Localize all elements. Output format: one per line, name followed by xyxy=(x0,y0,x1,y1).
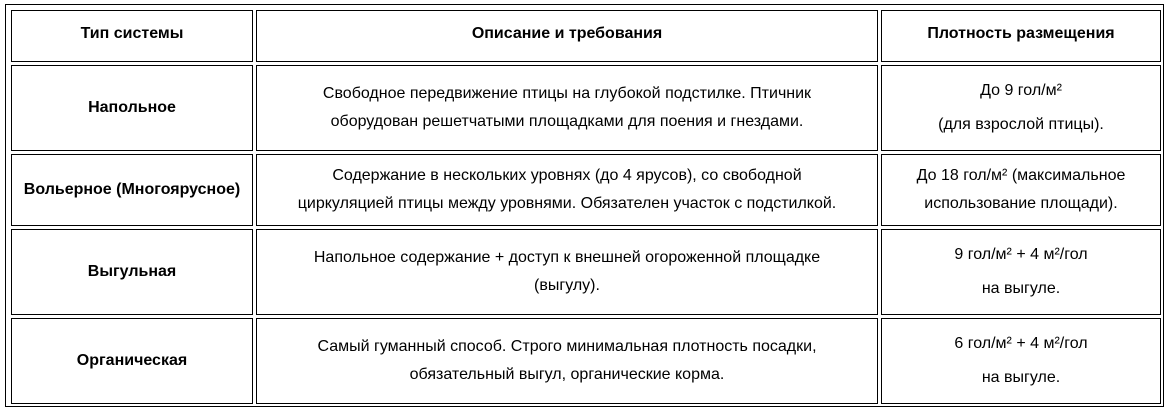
density-line: 6 гол/м² + 4 м²/гол xyxy=(954,335,1088,352)
density-cell xyxy=(881,318,1161,404)
description-line: Напольное содержание + доступ к внешней огороженной площадке xyxy=(313,249,821,266)
density-line: (для взрослой птицы). xyxy=(938,116,1104,133)
description-cell xyxy=(256,65,878,151)
housing-systems-table xyxy=(8,7,1164,407)
description-line: (выгулу). xyxy=(534,277,600,294)
density-cell xyxy=(881,229,1161,315)
header-description: Описание и требования xyxy=(256,10,878,62)
description-line: циркуляцией птицы между уровнями. Обязателен участок с подстилкой. xyxy=(297,195,837,212)
description-line: Свободное передвижение птицы на глубокой подстилке. Птичник xyxy=(322,85,812,102)
density-line: 9 гол/м² + 4 м²/гол xyxy=(954,246,1088,263)
description-line: Содержание в нескольких уровнях (до 4 ярусов), со свободной xyxy=(332,167,802,184)
description-line: Самый гуманный способ. Строго минимальная плотность посадки, xyxy=(317,338,817,355)
housing-systems-table-frame xyxy=(5,4,1164,407)
system-type-cell: Вольерное (Многоярусное) xyxy=(11,154,253,226)
description-cell xyxy=(256,154,878,226)
system-type-cell: Выгульная xyxy=(11,229,253,315)
density-line: До 9 гол/м² xyxy=(980,82,1062,99)
density-cell xyxy=(881,65,1161,151)
table-row xyxy=(11,154,1161,226)
description-line: оборудован решетчатыми площадками для поения и гнездами. xyxy=(330,113,804,130)
table-row xyxy=(11,229,1161,315)
density-line: на выгуле. xyxy=(981,280,1061,297)
description-line: обязательный выгул, органические корма. xyxy=(409,366,725,383)
density-line: использование площади). xyxy=(924,195,1118,212)
description-cell xyxy=(256,229,878,315)
table-row xyxy=(11,318,1161,404)
density-line: на выгуле. xyxy=(981,369,1061,386)
table-header-row xyxy=(11,10,1161,62)
table-row xyxy=(11,65,1161,151)
header-system-type: Тип системы xyxy=(11,10,253,62)
system-type-cell: Напольное xyxy=(11,65,253,151)
density-line: До 18 гол/м² (максимальное xyxy=(916,167,1126,184)
system-type-cell: Органическая xyxy=(11,318,253,404)
description-cell xyxy=(256,318,878,404)
header-density: Плотность размещения xyxy=(881,10,1161,62)
density-cell xyxy=(881,154,1161,226)
